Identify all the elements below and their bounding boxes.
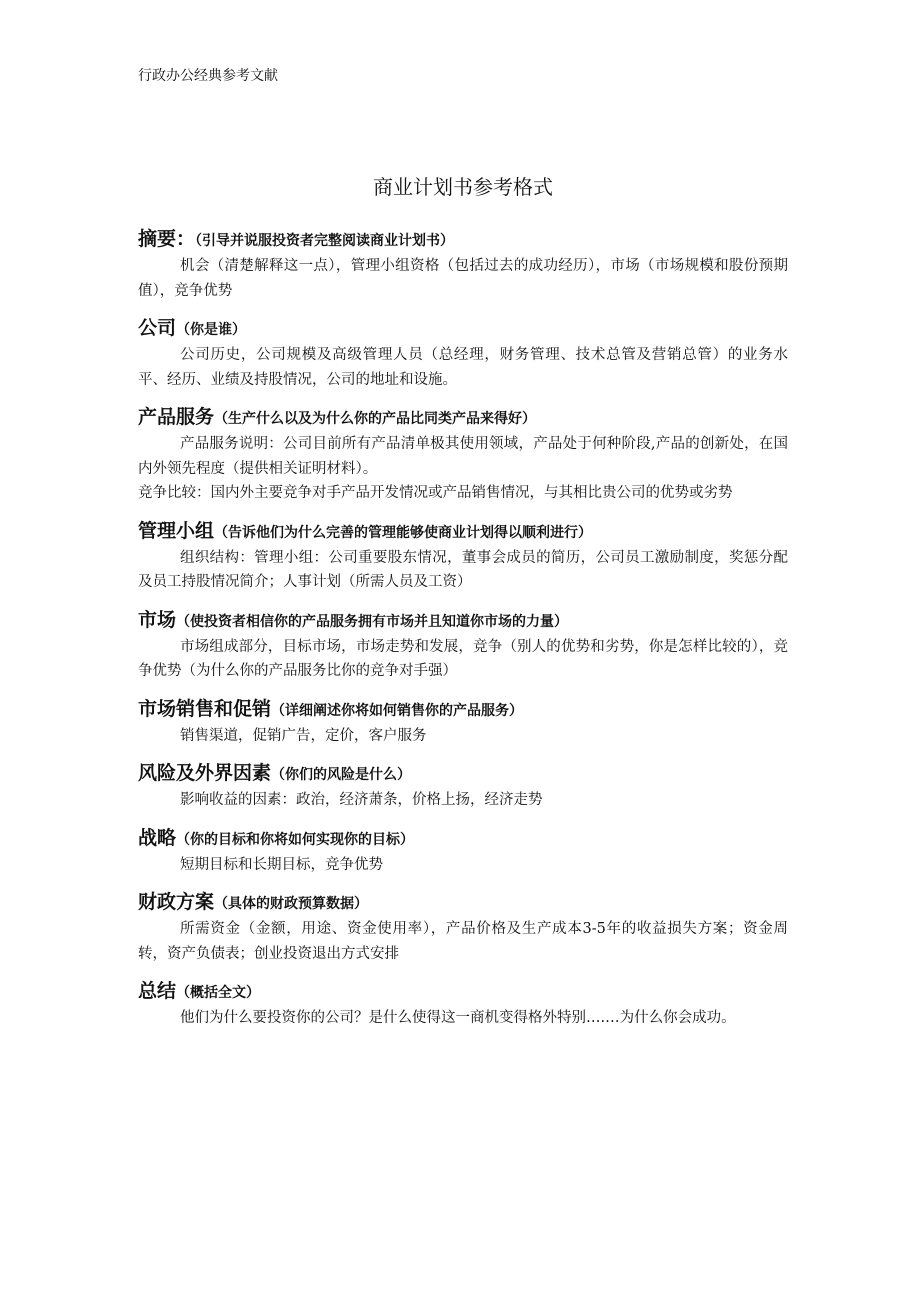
section-title: 风险及外界因素 xyxy=(138,762,272,784)
section-note: （使投资者相信你的产品服务拥有市场并且知道你市场的力量） xyxy=(176,613,569,630)
section-note: （告诉他们为什么完善的管理能够使商业计划得以顺利进行） xyxy=(214,524,593,541)
section-risks xyxy=(138,754,788,813)
section-market xyxy=(138,601,788,684)
section-paragraph: 销售渠道，促销广告，定价，客户服务 xyxy=(180,727,427,744)
document-title: 商业计划书参考格式 xyxy=(373,175,553,199)
section-paragraph: 他们为什么要投资你的公司？是什么使得这一商机变得格外特别….…为什么你会成功。 xyxy=(180,1010,736,1026)
section-heading xyxy=(138,398,788,432)
section-note: （生产什么以及为什么你的产品比同类产品来得好） xyxy=(214,411,537,427)
section-paragraph: 公司历史，公司规模及高级管理人员（总经理，财务管理、技术总管及营销总管）的业务水平、经历、业绩及持股情况，公司的地址和设施。 xyxy=(138,347,788,388)
section-conclusion xyxy=(138,972,788,1031)
section-title: 总结 xyxy=(138,980,177,1002)
page-header: 行政办公经典参考文献 xyxy=(138,68,278,84)
section-strategy xyxy=(138,819,788,878)
section-note: （具体的财政预算数据） xyxy=(214,896,369,912)
section-title: 公司 xyxy=(138,317,177,339)
section-heading xyxy=(138,819,788,853)
section-paragraph: 市场组成部分，目标市场，市场走势和发展，竞争（别人的优势和劣势，你是怎样比较的），竞争优势（为什么你的产品服务比你的竞争对手强） xyxy=(138,638,788,679)
section-summary xyxy=(138,220,788,303)
section-heading xyxy=(138,972,788,1006)
section-paragraph: 产品服务说明：公司目前所有产品清单极其使用领域，产品处于何种阶段,产品的创新处，在国内外领先程度（提供相关证明材料）。 xyxy=(138,436,788,477)
section-heading xyxy=(138,309,788,343)
section-title: 管理小组 xyxy=(138,519,215,542)
section-title: 财政方案 xyxy=(138,891,215,913)
section-heading xyxy=(138,220,788,254)
section-note: （详细阐述你将如何销售你的产品服务） xyxy=(271,702,524,719)
document-body xyxy=(138,220,788,1031)
section-paragraph: 组织结构：管理小组：公司重要股东情况，董事会成员的简历，公司员工激励制度，奖惩分配及员工持股情况简介；人事计划（所需人员及工资） xyxy=(138,549,788,590)
section-title: 产品服务 xyxy=(138,406,215,428)
section-heading xyxy=(138,754,788,788)
section-paragraph: 短期目标和长期目标，竞争优势 xyxy=(180,856,383,873)
section-note: （引导并说服投资者完整阅读商业计划书） xyxy=(195,233,455,249)
section-title: 摘要： xyxy=(138,228,196,250)
section-paragraph: 机会（清楚解释这一点），管理小组资格（包括过去的成功经历），市场（市场规模和股份预期值），竞争优势 xyxy=(138,258,788,299)
section-note: （概括全文） xyxy=(176,985,261,1001)
section-title: 市场销售和促销 xyxy=(138,697,272,720)
section-company xyxy=(138,309,788,392)
section-title: 市场 xyxy=(138,608,177,631)
section-paragraph: 影响收益的因素：政治，经济萧条，价格上扬，经济走势 xyxy=(180,792,543,808)
section-note: （你们的风险是什么） xyxy=(271,767,412,783)
section-sales xyxy=(138,690,788,749)
section-note: （你的目标和你将如何实现你的目标） xyxy=(176,831,415,848)
section-title: 战略 xyxy=(138,826,177,849)
section-heading xyxy=(138,601,788,635)
section-products xyxy=(138,398,788,506)
section-management xyxy=(138,512,788,595)
section-heading xyxy=(138,512,788,546)
section-heading xyxy=(138,690,788,724)
section-paragraph: 所需资金（金额，用途、资金使用率），产品价格及生产成本3-5年的收益损失方案；资金周转，资产负债表；创业投资退出方式安排 xyxy=(138,921,788,962)
section-finance xyxy=(138,883,788,966)
section-paragraph: 竞争比较：国内外主要竞争对手产品开发情况或产品销售情况，与其相比贵公司的优势或劣势 xyxy=(138,485,733,501)
section-note: （你是谁） xyxy=(176,322,247,338)
section-heading xyxy=(138,883,788,917)
